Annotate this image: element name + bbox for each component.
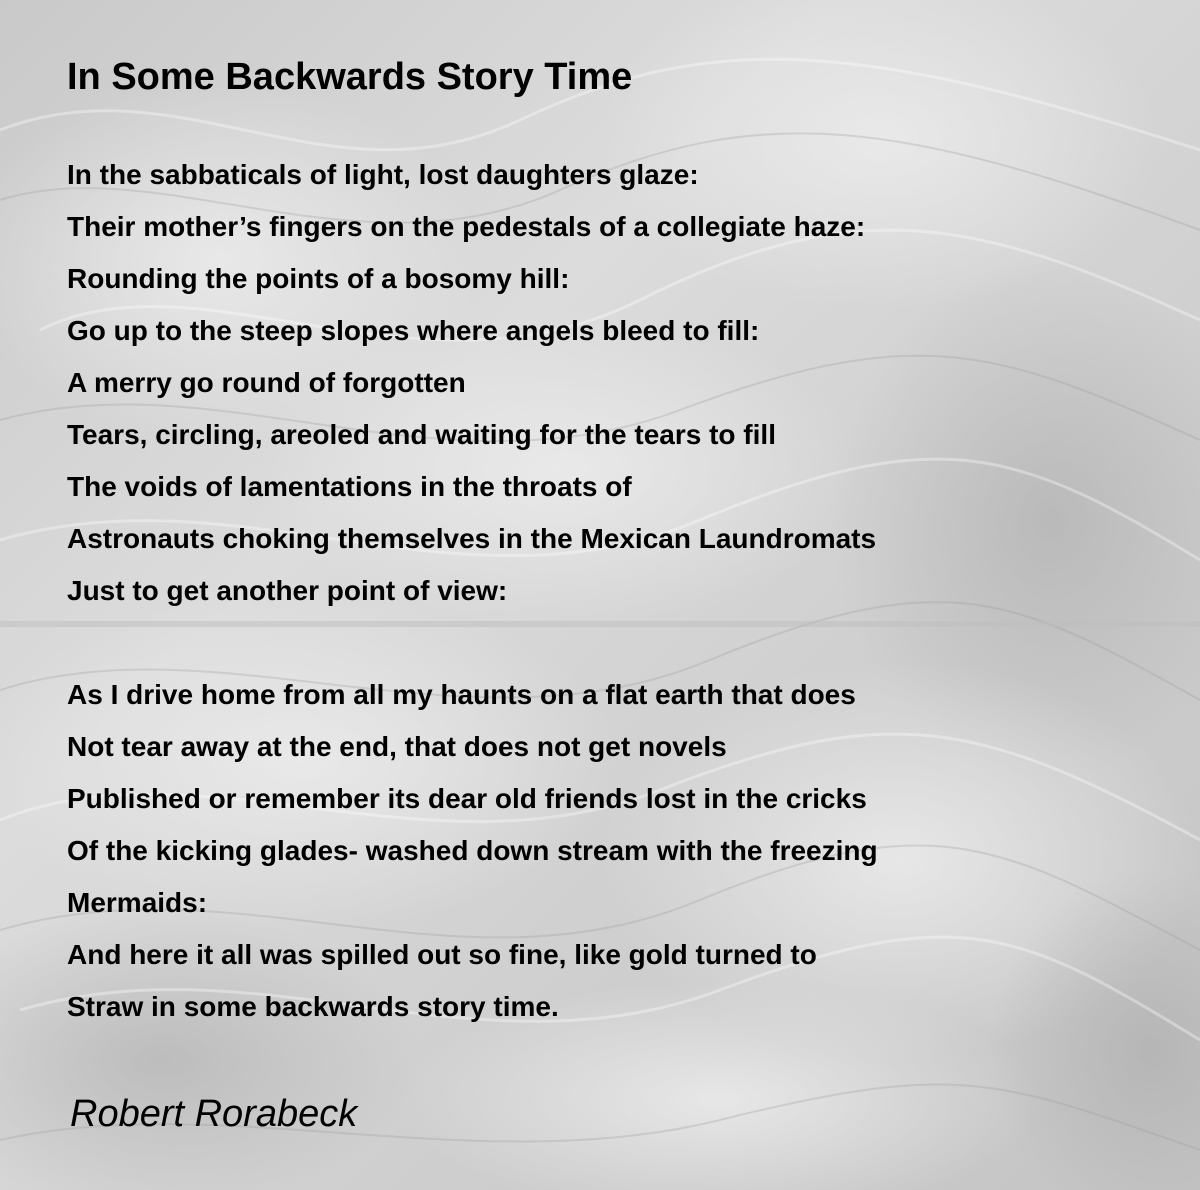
poem-line: As I drive home from all my haunts on a flat earth that does [67, 679, 856, 710]
poem-line: The voids of lamentations in the throats of [67, 471, 632, 502]
poem-line: Straw in some backwards story time. [67, 991, 559, 1022]
poem-line: A merry go round of forgotten [67, 367, 466, 398]
poem-line: Of the kicking glades- washed down stream with the freezing [67, 835, 878, 866]
poem-line: In the sabbaticals of light, lost daughters glaze: [67, 159, 699, 190]
poem-line: Rounding the points of a bosomy hill: [67, 263, 570, 294]
stanza-1 [67, 149, 876, 617]
poem-line: Mermaids: [67, 887, 208, 918]
poem-line: Astronauts choking themselves in the Mexican Laundromats [67, 523, 877, 554]
poem-author: Robert Rorabeck [70, 1093, 358, 1135]
poem-line: Just to get another point of view: [67, 575, 508, 606]
poem-line: Published or remember its dear old friends lost in the cricks [67, 783, 867, 814]
poem-line: Their mother’s fingers on the pedestals of a collegiate haze: [67, 211, 866, 242]
poem-line: And here it all was spilled out so fine, like gold turned to [67, 939, 817, 970]
poem-line: Go up to the steep slopes where angels bleed to fill: [67, 315, 760, 346]
stanza-2 [67, 669, 878, 1033]
poem-line: Tears, circling, areoled and waiting for the tears to fill [67, 419, 776, 450]
poem-line: Not tear away at the end, that does not get novels [67, 731, 727, 762]
poem-title: In Some Backwards Story Time [67, 56, 633, 98]
